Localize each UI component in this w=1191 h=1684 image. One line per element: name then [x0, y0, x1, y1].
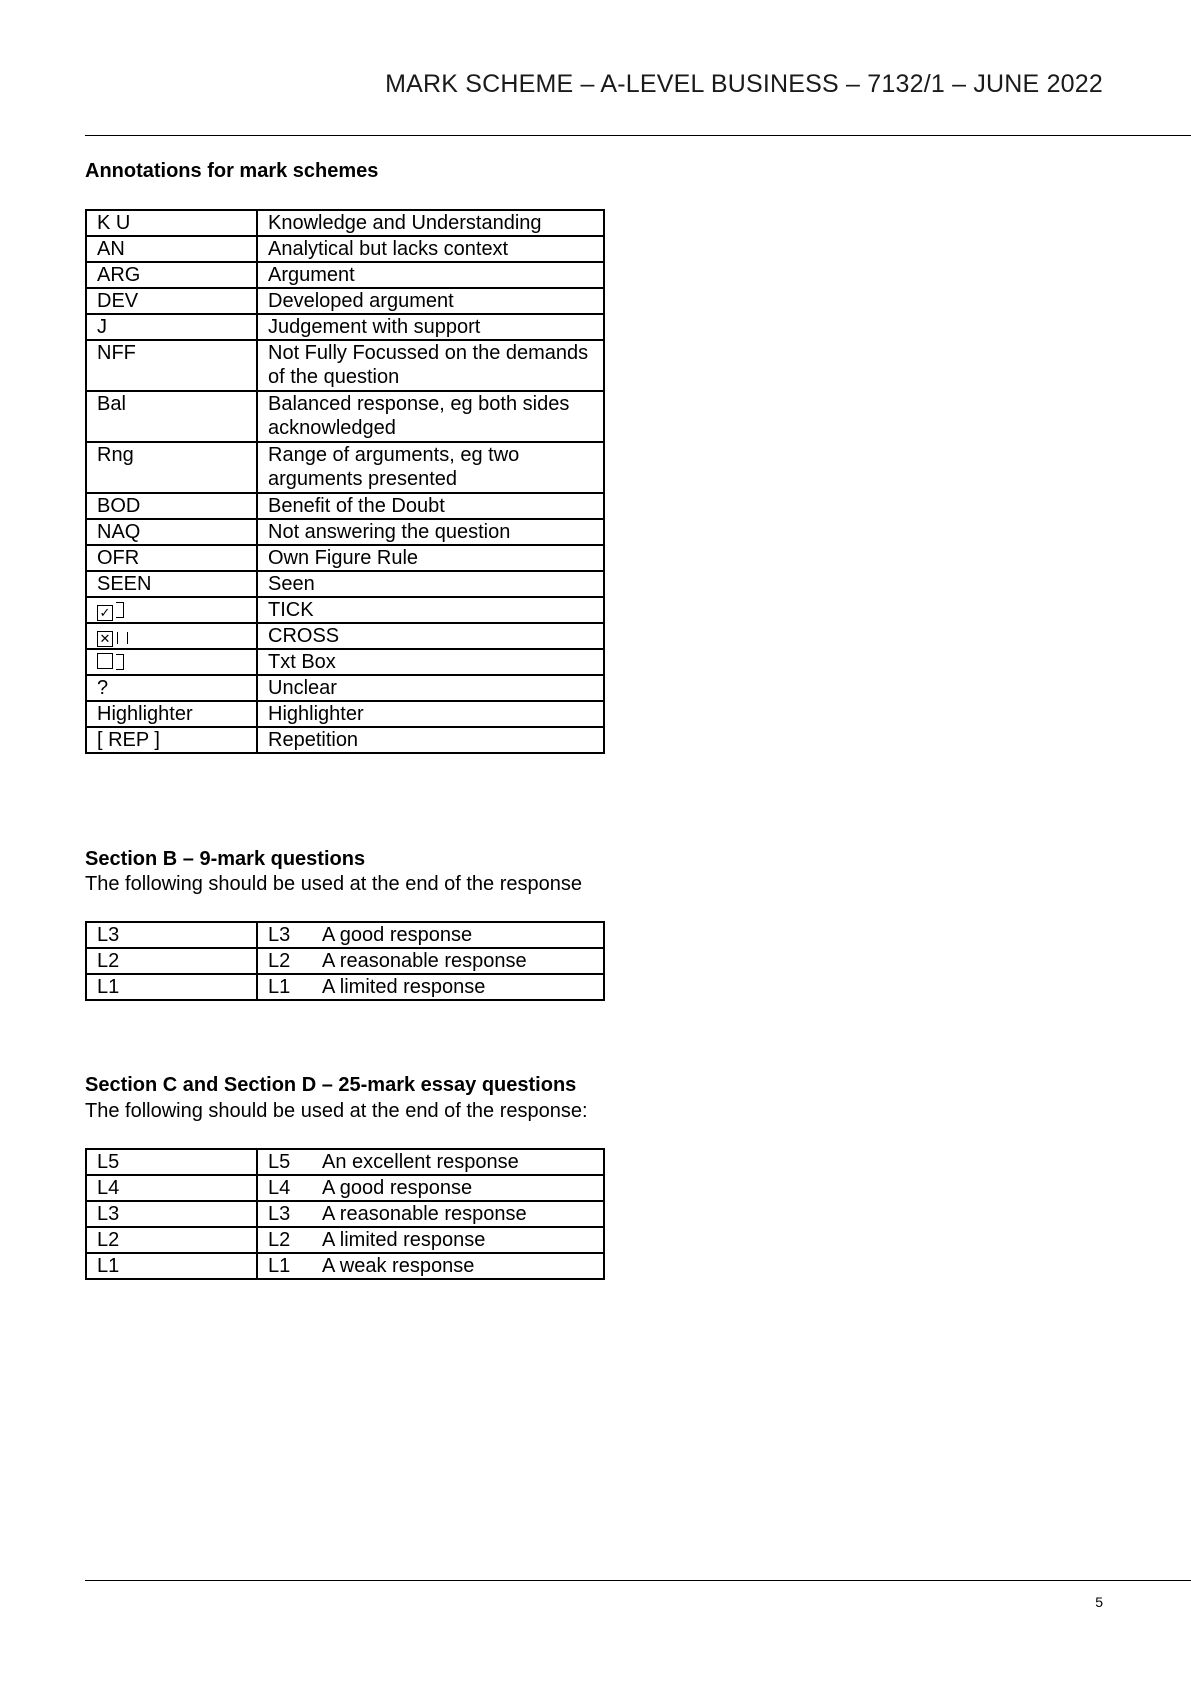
annotation-meaning: Seen	[257, 571, 604, 597]
annotation-code: BOD	[86, 493, 257, 519]
level-description: An excellent response	[322, 1151, 519, 1173]
level-description: A weak response	[322, 1255, 475, 1277]
level-description: A good response	[322, 1177, 473, 1199]
table-row	[86, 571, 604, 597]
tick-box-icon: ✓	[97, 600, 124, 621]
level-description-cell	[257, 974, 604, 1000]
table-row	[86, 597, 604, 623]
section-b-levels-table	[85, 921, 605, 1001]
section-cd-instruction: The following should be used at the end of the response:	[85, 1100, 588, 1122]
annotation-code: NAQ	[86, 519, 257, 545]
annotation-code: K U	[86, 210, 257, 236]
level-code: L1	[86, 1253, 257, 1279]
annotations-heading: Annotations for mark schemes	[85, 160, 379, 182]
page-number: 5	[1095, 1594, 1103, 1610]
annotation-code: AN	[86, 236, 257, 262]
footer-divider	[85, 1580, 1191, 1581]
level-description-cell	[257, 1201, 604, 1227]
annotation-meaning: Not answering the question	[257, 519, 604, 545]
annotation-code: ARG	[86, 262, 257, 288]
table-row	[86, 675, 604, 701]
annotation-meaning: Highlighter	[257, 701, 604, 727]
table-row	[86, 1227, 604, 1253]
annotation-code	[86, 623, 257, 649]
table-row	[86, 210, 604, 236]
level-description: A limited response	[322, 1229, 486, 1251]
level-description: A reasonable response	[322, 950, 527, 972]
annotation-code: DEV	[86, 288, 257, 314]
level-code: L2	[86, 1227, 257, 1253]
level-description-cell	[257, 1253, 604, 1279]
level-description-cell	[257, 1149, 604, 1175]
annotation-code: OFR	[86, 545, 257, 571]
table-row	[86, 545, 604, 571]
annotation-meaning: Developed argument	[257, 288, 604, 314]
level-label: L5	[268, 1151, 291, 1173]
level-description: A reasonable response	[322, 1203, 527, 1225]
level-label: L3	[268, 1203, 291, 1225]
annotation-meaning: CROSS	[257, 623, 604, 649]
table-row	[86, 922, 604, 948]
table-row	[86, 623, 604, 649]
annotation-meaning: Knowledge and Understanding	[257, 210, 604, 236]
annotation-meaning: Unclear	[257, 675, 604, 701]
level-label: L2	[268, 1229, 291, 1251]
level-description: A limited response	[322, 976, 486, 998]
table-row	[86, 649, 604, 675]
annotation-meaning: Range of arguments, eg two arguments presented	[257, 442, 604, 493]
annotation-meaning: Txt Box	[257, 649, 604, 675]
table-row	[86, 391, 604, 442]
annotation-code	[86, 597, 257, 623]
annotation-code: Rng	[86, 442, 257, 493]
annotation-code: SEEN	[86, 571, 257, 597]
table-row	[86, 314, 604, 340]
table-row	[86, 288, 604, 314]
annotation-meaning: Not Fully Focussed on the demands of the question	[257, 340, 604, 391]
table-row	[86, 701, 604, 727]
level-description-cell	[257, 922, 604, 948]
annotation-meaning: Judgement with support	[257, 314, 604, 340]
level-label: L1	[268, 1255, 291, 1277]
section-b-instruction: The following should be used at the end of the response	[85, 873, 583, 895]
annotation-meaning: Own Figure Rule	[257, 545, 604, 571]
section-cd-levels-table	[85, 1148, 605, 1280]
section-b-heading: Section B – 9-mark questions	[85, 848, 366, 870]
level-code: L3	[86, 1201, 257, 1227]
table-row	[86, 974, 604, 1000]
table-row	[86, 1253, 604, 1279]
table-row	[86, 236, 604, 262]
annotation-meaning: Benefit of the Doubt	[257, 493, 604, 519]
document-header-title: MARK SCHEME – A-LEVEL BUSINESS – 7132/1 – JUNE 2022	[385, 70, 1103, 98]
annotations-table	[85, 209, 605, 754]
annotation-code	[86, 649, 257, 675]
annotation-meaning: TICK	[257, 597, 604, 623]
annotation-code: Bal	[86, 391, 257, 442]
level-code: L2	[86, 948, 257, 974]
annotation-code: ?	[86, 675, 257, 701]
level-label: L2	[268, 950, 291, 972]
table-row	[86, 493, 604, 519]
level-code: L5	[86, 1149, 257, 1175]
annotation-meaning: Repetition	[257, 727, 604, 753]
annotation-code: [ REP ]	[86, 727, 257, 753]
table-row	[86, 1149, 604, 1175]
level-description-cell	[257, 1227, 604, 1253]
annotation-code: J	[86, 314, 257, 340]
table-row	[86, 1175, 604, 1201]
level-code: L3	[86, 922, 257, 948]
level-code: L1	[86, 974, 257, 1000]
header-divider	[85, 135, 1191, 136]
table-row	[86, 340, 604, 391]
annotation-code: NFF	[86, 340, 257, 391]
level-description: A good response	[322, 924, 473, 946]
section-cd-heading: Section C and Section D – 25-mark essay questions	[85, 1074, 577, 1096]
level-code: L4	[86, 1175, 257, 1201]
table-row	[86, 262, 604, 288]
annotation-meaning: Analytical but lacks context	[257, 236, 604, 262]
text-box-icon	[97, 652, 124, 672]
level-label: L4	[268, 1177, 291, 1199]
table-row	[86, 442, 604, 493]
cross-box-icon: ✕	[97, 626, 128, 647]
level-label: L1	[268, 976, 291, 998]
annotation-code: Highlighter	[86, 701, 257, 727]
table-row	[86, 948, 604, 974]
annotation-meaning: Balanced response, eg both sides acknowledged	[257, 391, 604, 442]
level-description-cell	[257, 948, 604, 974]
table-row	[86, 519, 604, 545]
level-description-cell	[257, 1175, 604, 1201]
annotation-meaning: Argument	[257, 262, 604, 288]
table-row	[86, 1201, 604, 1227]
table-row	[86, 727, 604, 753]
level-label: L3	[268, 924, 291, 946]
